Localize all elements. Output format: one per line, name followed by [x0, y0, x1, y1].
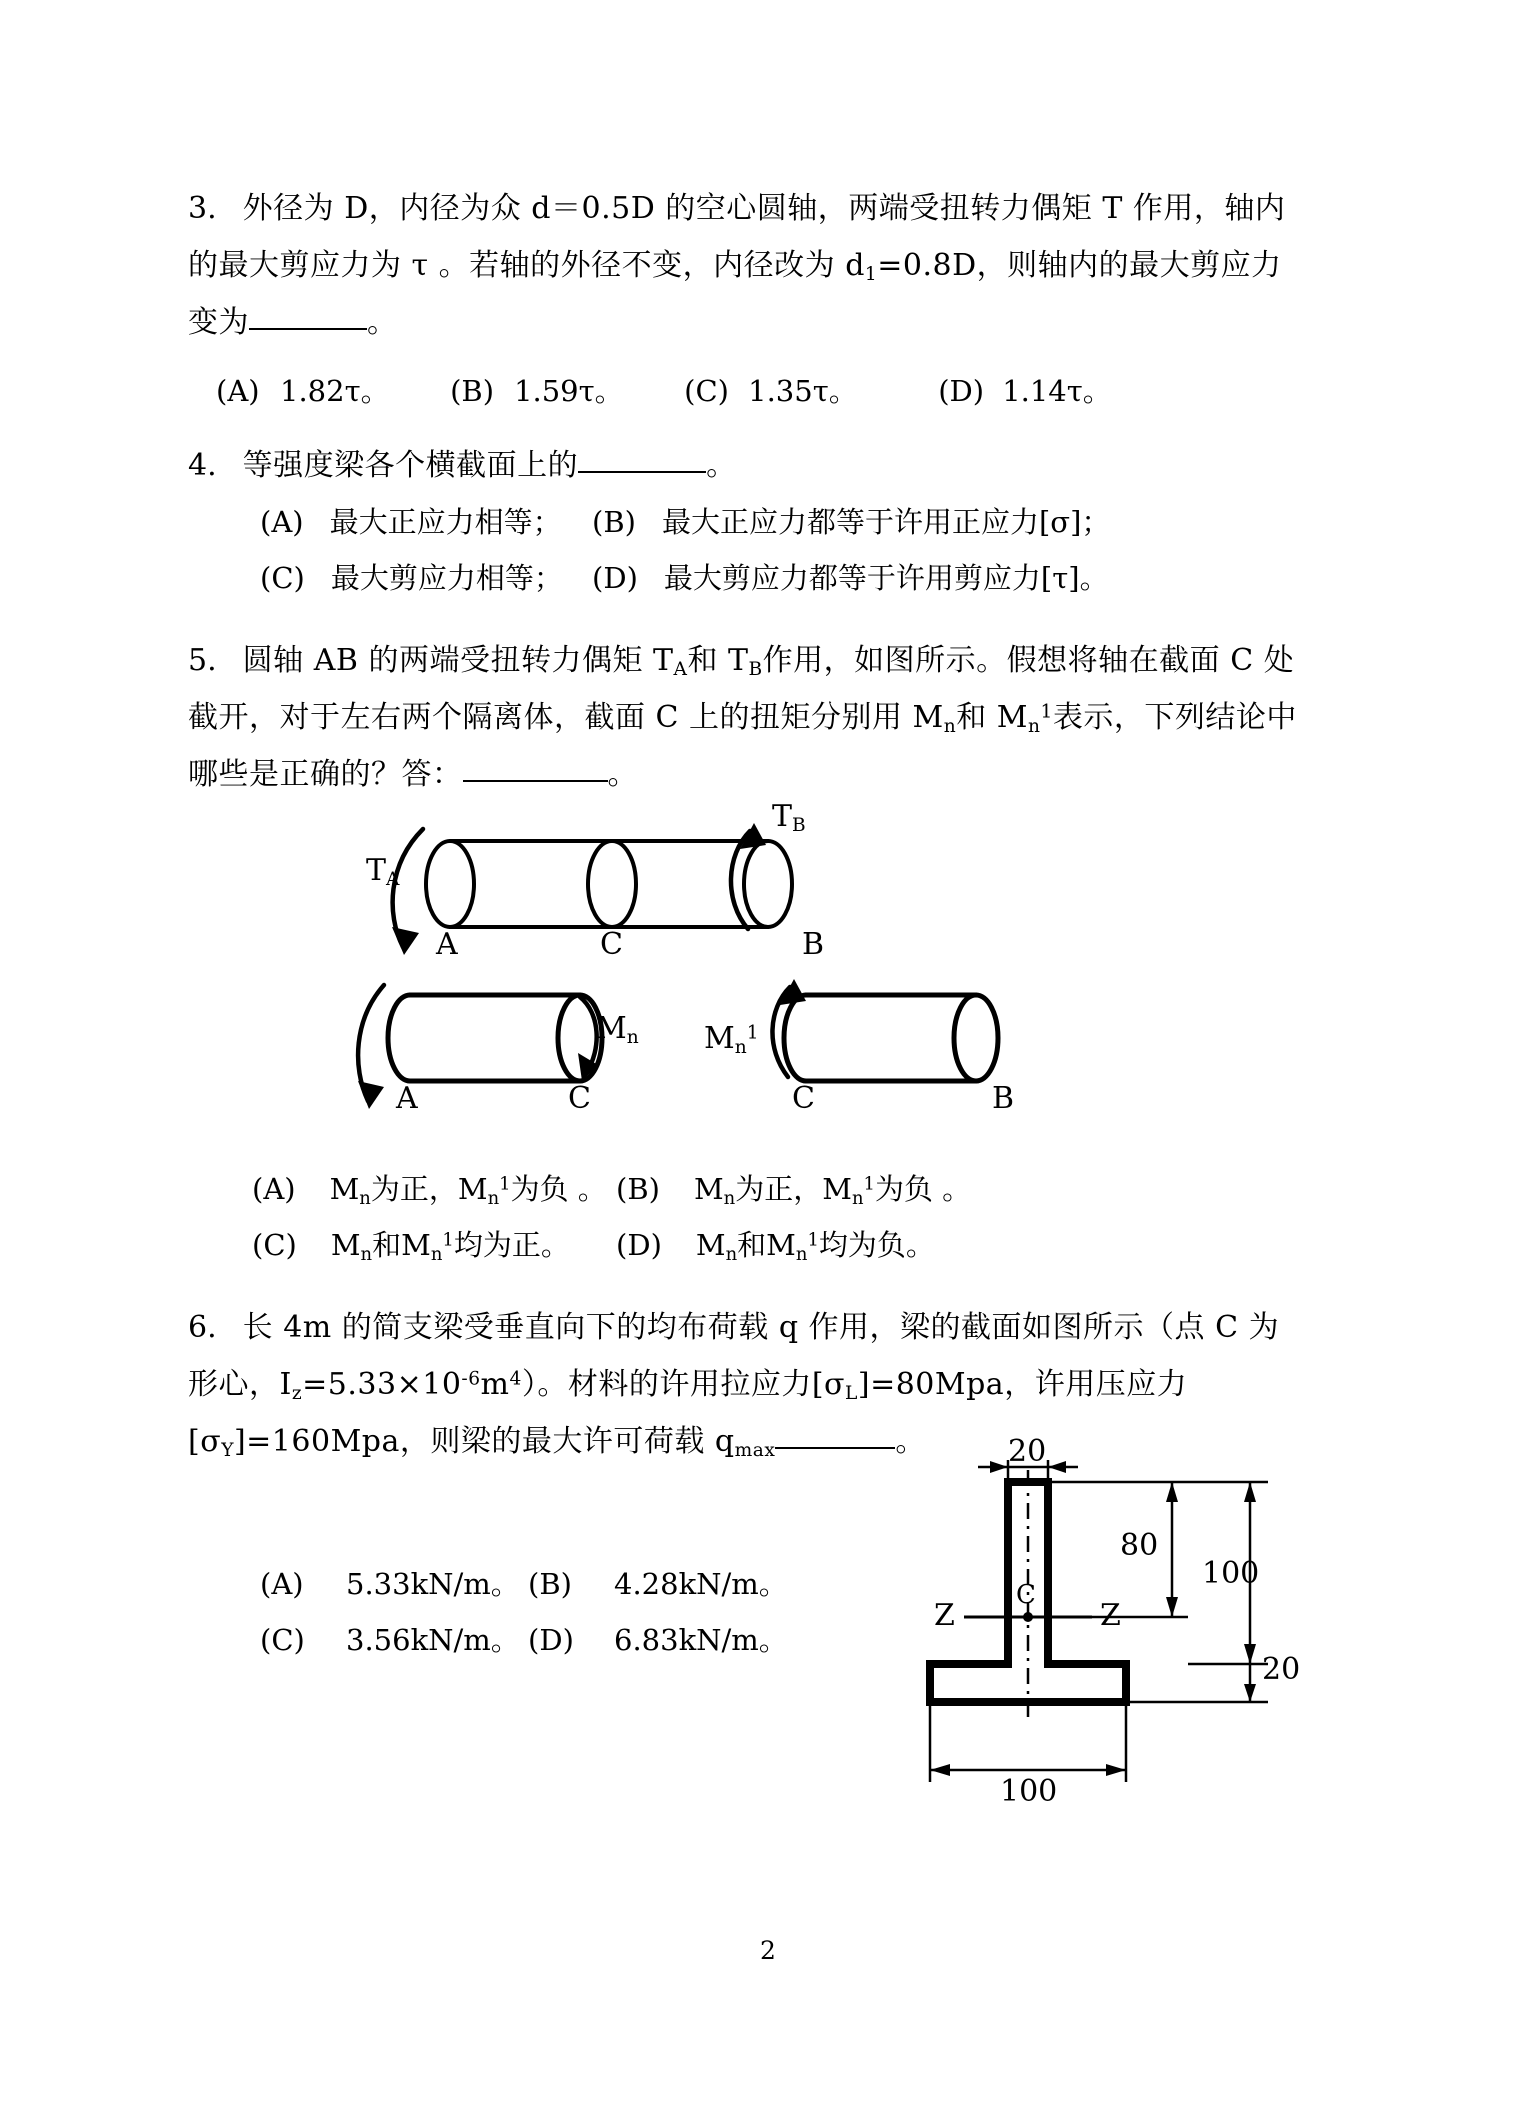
q5-option-c-tag: (C)	[252, 1228, 297, 1262]
question-4	[188, 437, 1348, 606]
q3-option-c-tag: (C)	[684, 374, 729, 408]
q3-stem-line-2	[188, 237, 1348, 294]
dim-label-20-top: 20	[1008, 1434, 1047, 1469]
dim-arrow-80-bottom	[1166, 1597, 1178, 1617]
q3-stem-text-3b: 。	[367, 305, 398, 340]
q3-option-d-text: 1.14τ。	[1002, 374, 1112, 408]
page-content	[188, 180, 1348, 1674]
q4-option-b-text: 最大正应力都等于许用正应力[σ]；	[661, 505, 1111, 539]
q4-option-c[interactable]	[260, 550, 592, 606]
q6-superscript-neg6: -6	[461, 1368, 481, 1390]
q5-option-row-2	[252, 1217, 1348, 1273]
q5-stem-text-2a: 截开，对于左右两个隔离体，截面 C 上的扭矩分别用 M	[188, 700, 944, 735]
dim-label-100-height: 100	[1202, 1556, 1260, 1591]
q6-stem-text-2b: =5.33×10	[302, 1367, 462, 1402]
q5-answer-blank[interactable]	[463, 780, 608, 782]
axis-label-z-right: Z	[1100, 1598, 1121, 1633]
q3-option-a[interactable]	[216, 363, 390, 419]
q4-option-row-1	[260, 494, 1348, 550]
q6-option-c-text: 3.56kN/m。	[346, 1623, 520, 1657]
q5-subscript-B: B	[748, 659, 763, 681]
q4-option-d-tag: (D)	[592, 561, 638, 595]
q3-stem-text-1: 外径为 D，内径为众 d＝0.5D 的空心圆轴，两端受扭转力偶矩 T 作用，轴内	[242, 191, 1286, 226]
q6-stem-text-2c: m	[480, 1367, 510, 1402]
q5-stem-line-3	[188, 746, 1348, 803]
q5-stem-text-1a: 圆轴 AB 的两端受扭转力偶矩 T	[242, 643, 674, 678]
dim-label-80: 80	[1120, 1528, 1159, 1563]
q6-option-b[interactable]	[528, 1567, 788, 1601]
q5-stem-line-2	[188, 689, 1348, 746]
q5-option-d-tag: (D)	[616, 1228, 662, 1262]
q5-stem-line-1	[188, 632, 1348, 689]
dim-arrow-web-left	[990, 1461, 1008, 1473]
q3-stem-line-3	[188, 294, 1348, 351]
q3-option-b-text: 1.59τ。	[514, 374, 624, 408]
label-TA: $T_A$	[366, 853, 400, 891]
q6-stem-text-2d: ）。材料的许用拉应力[σ	[521, 1367, 846, 1402]
q3-option-a-text: 1.82τ。	[280, 374, 390, 408]
q4-option-c-tag: (C)	[260, 561, 305, 595]
q5-option-b-tag: (B)	[616, 1172, 660, 1206]
q5-number: 5.	[188, 643, 217, 678]
q6-option-a-tag: (A)	[260, 1567, 304, 1601]
q3-option-a-tag: (A)	[216, 374, 260, 408]
centroid-label-c: C	[1016, 1580, 1036, 1610]
shaft-section-c-ellipse	[588, 841, 636, 927]
dim-label-100-width: 100	[1000, 1774, 1058, 1809]
q4-option-d[interactable]	[592, 561, 1109, 595]
q5-stem-text-1c: 作用，如图所示。假想将轴在截面 C 处	[762, 643, 1295, 678]
dim-arrow-flange-bottom	[1244, 1684, 1256, 1702]
centroid-point	[1023, 1612, 1033, 1622]
q3-option-d-tag: (D)	[938, 374, 985, 408]
q3-answer-blank[interactable]	[249, 328, 367, 330]
q6-option-b-text: 4.28kN/m。	[614, 1567, 788, 1601]
q6-subscript-Y: Y	[221, 1440, 234, 1462]
q5-subscript-A: A	[673, 659, 688, 681]
dim-arrow-100h-top	[1244, 1482, 1256, 1502]
q5-superscript-1: 1	[1040, 701, 1053, 723]
q6-option-a[interactable]	[260, 1556, 528, 1612]
q3-option-c[interactable]	[684, 363, 858, 419]
q4-stem-line-1	[188, 437, 1348, 494]
q4-option-a-text: 最大正应力相等；	[329, 505, 562, 539]
left-fb-left-cap	[388, 995, 410, 1081]
q5-stem-text-1b: 和 T	[687, 643, 749, 678]
q5-figure-full-shaft	[188, 799, 1348, 969]
q6-subscript-max: max	[734, 1440, 776, 1462]
label-B: B	[802, 927, 825, 962]
q4-answer-blank[interactable]	[578, 471, 706, 473]
q6-figure-t-section	[920, 1434, 1350, 1842]
q6-stem-line-2	[188, 1356, 1348, 1413]
q6-option-a-text: 5.33kN/m。	[346, 1567, 520, 1601]
dim-arrow-100w-right	[1106, 1764, 1126, 1776]
left-free-body	[388, 995, 602, 1081]
q6-option-d[interactable]	[528, 1623, 788, 1657]
q4-number: 4.	[188, 448, 217, 483]
q3-option-b[interactable]	[450, 363, 624, 419]
q5-option-d[interactable]: (D) $M_n$和$M_n^1$均为负。	[616, 1228, 935, 1266]
q6-stem-text-3b: ]=160Mpa，则梁的最大许可荷载 q	[233, 1424, 735, 1459]
question-3	[188, 180, 1348, 419]
q5-stem-period: 。	[607, 757, 638, 792]
q6-option-b-tag: (B)	[528, 1567, 572, 1601]
q4-option-c-text: 最大剪应力相等；	[330, 561, 563, 595]
q6-stem-text-1: 长 4m 的简支梁受垂直向下的均布荷载 q 作用，梁的截面如图所示（点 C 为	[242, 1310, 1280, 1345]
shaft-left-end-ellipse	[426, 841, 474, 927]
shaft-right-end-ellipse	[744, 841, 792, 927]
q5-option-b[interactable]: (B) $M_n$为正，$M_n^1$为负 。	[616, 1172, 972, 1210]
q6-stem-period: 。	[895, 1424, 926, 1459]
q5-options	[188, 1161, 1348, 1273]
dim-arrow-100h-bottom	[1244, 1644, 1256, 1664]
free-body-svg	[188, 973, 1348, 1143]
q6-stem-text-3a: [σ	[188, 1424, 222, 1459]
q3-stem-text-3a: 变为	[188, 305, 249, 340]
q4-stem-period: 。	[706, 448, 737, 483]
q6-number: 6.	[188, 1310, 217, 1345]
q4-option-a-tag: (A)	[260, 505, 304, 539]
dim-arrow-80-top	[1166, 1482, 1178, 1502]
label-Mn: $M_n$	[596, 1011, 639, 1049]
label-A2: A	[396, 1081, 418, 1116]
label-C: C	[600, 927, 623, 962]
q3-stem-line-1	[188, 180, 1348, 237]
q4-option-b[interactable]	[592, 505, 1110, 539]
q6-option-d-tag: (D)	[528, 1623, 574, 1657]
q4-option-row-2	[260, 550, 1348, 606]
q6-stem-line-1	[188, 1299, 1348, 1356]
q3-stem-text-2b: =0.8D，则轴内的最大剪应力	[877, 248, 1282, 283]
q6-stem-text-2a: 形心，I	[188, 1367, 292, 1402]
dim-arrow-100w-left	[930, 1764, 950, 1776]
label-B2: B	[992, 1081, 1015, 1116]
full-shaft-svg	[188, 809, 1348, 969]
q6-stem-text-2e: ]=80Mpa，许用压应力	[857, 1367, 1188, 1402]
q5-option-row-1	[252, 1161, 1348, 1217]
q3-stem-text-2a: 的最大剪应力为 τ 。若轴的外径不变，内径改为 d	[188, 248, 865, 283]
question-5	[188, 632, 1348, 1273]
q5-stem-text-2c: 表示，下列结论中	[1052, 700, 1297, 735]
label-A: A	[436, 927, 458, 962]
label-C2: C	[568, 1081, 591, 1116]
q5-subscript-n1: n	[943, 716, 957, 738]
q5-subscript-n2: n	[1028, 716, 1041, 738]
q4-option-b-tag: (B)	[592, 505, 636, 539]
label-TB: $T_B$	[772, 799, 806, 837]
q5-option-a-tag: (A)	[252, 1172, 296, 1206]
q6-subscript-L: L	[845, 1383, 858, 1405]
q5-option-c[interactable]: (C) $M_n$和$M_n^1$均为正。	[252, 1228, 570, 1266]
label-C3: C	[792, 1081, 815, 1116]
left-fb-torque-arrow-head	[358, 1081, 384, 1109]
right-fb-right-ellipse	[954, 995, 998, 1081]
q3-number: 3.	[188, 191, 217, 226]
t-section-svg	[920, 1452, 1350, 1842]
dim-label-20-flange: 20	[1262, 1652, 1301, 1687]
q5-stem-text-2b: 和 M	[956, 700, 1029, 735]
q6-subscript-z: z	[291, 1383, 303, 1405]
q6-option-c-tag: (C)	[260, 1623, 305, 1657]
q4-option-a[interactable]	[260, 494, 592, 550]
q5-figure-free-bodies	[188, 973, 1348, 1143]
q6-option-d-text: 6.83kN/m。	[614, 1623, 788, 1657]
q3-option-b-tag: (B)	[450, 374, 495, 408]
q3-option-c-text: 1.35τ。	[748, 374, 858, 408]
q6-answer-blank[interactable]	[775, 1447, 895, 1449]
axis-label-z-left: Z	[934, 1598, 955, 1633]
q3-options	[188, 363, 1348, 419]
q4-stem-text: 等强度梁各个横截面上的	[242, 448, 579, 483]
q6-superscript-4: 4	[509, 1368, 522, 1390]
q4-option-d-text: 最大剪应力都等于许用剪应力[τ]。	[663, 561, 1109, 595]
q5-stem-text-3a: 哪些是正确的？答：	[188, 757, 463, 792]
q4-options	[188, 494, 1348, 606]
dim-arrow-web-right	[1048, 1461, 1066, 1473]
q3-option-d[interactable]	[938, 363, 1112, 419]
right-fb-left-cap	[784, 995, 806, 1081]
q5-option-a[interactable]: (A) $M_n$为正，$M_n^1$为负 。	[252, 1172, 607, 1210]
q6-option-c[interactable]	[260, 1612, 528, 1668]
label-Mn1: $M_n^1$	[704, 1021, 759, 1059]
q3-subscript-1: 1	[864, 264, 878, 286]
right-free-body	[784, 995, 998, 1081]
page-number: 2	[760, 1936, 776, 1965]
torque-arrow-ta-head	[392, 927, 419, 955]
